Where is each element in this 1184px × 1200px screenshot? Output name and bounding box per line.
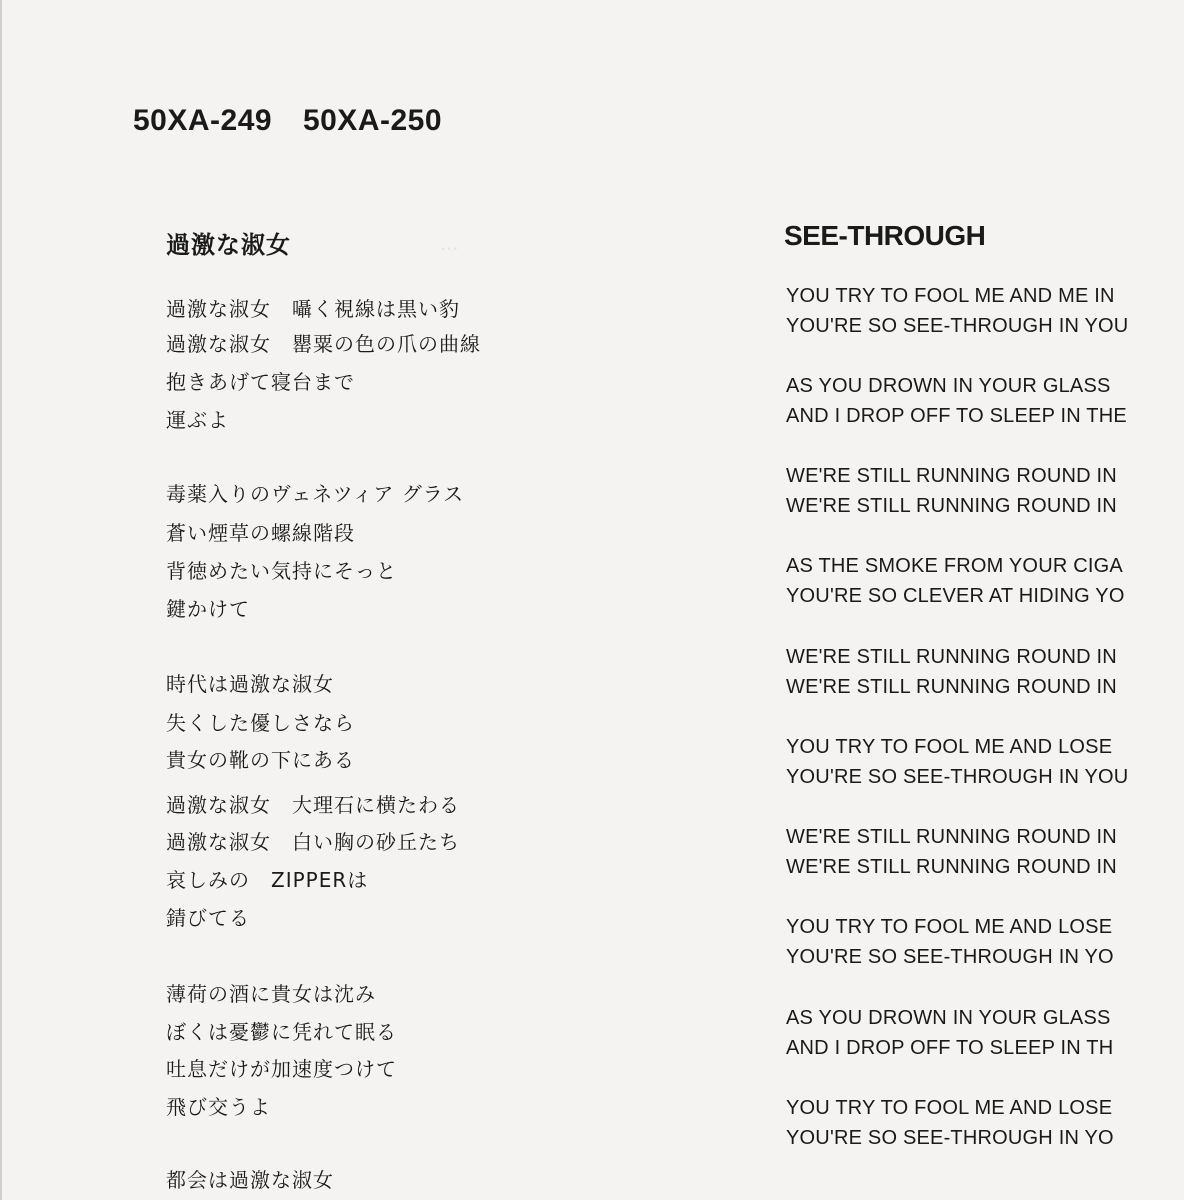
lyric-line: YOU TRY TO FOOL ME AND LOSE: [786, 736, 1113, 758]
lyric-line: 貴女の靴の下にある: [166, 748, 355, 772]
show-through-text: ...: [440, 230, 459, 255]
lyric-line: YOU TRY TO FOOL ME AND ME IN: [786, 285, 1115, 307]
catalog-numbers: [133, 104, 464, 138]
lyric-line: 過激な淑女 白い胸の砂丘たち: [166, 830, 460, 854]
lyric-line: 毒薬入りのヴェネツィア グラス: [166, 482, 465, 506]
english-lyrics-title: SEE-THROUGH: [784, 220, 986, 251]
lyric-line: 吐息だけが加速度つけて: [166, 1057, 397, 1081]
lyric-line: ぼくは憂鬱に凭れて眠る: [166, 1020, 397, 1044]
lyric-line: WE'RE STILL RUNNING ROUND IN: [786, 856, 1117, 878]
lyric-line: 哀しみの ZIPPERは: [166, 868, 369, 892]
lyric-line: AS YOU DROWN IN YOUR GLASS: [786, 375, 1111, 397]
lyric-line: 背徳めたい気持にそっと: [166, 559, 397, 583]
lyric-line: 鍵かけて: [166, 597, 250, 621]
lyric-line: 過激な淑女 囁く視線は黒い豹: [166, 297, 460, 321]
lyric-line: 蒼い煙草の螺線階段: [166, 521, 355, 545]
lyric-line: YOU'RE SO SEE-THROUGH IN YO: [786, 1127, 1114, 1149]
japanese-lyrics-title: 過激な淑女: [166, 231, 291, 259]
left-edge: [0, 0, 2, 1200]
lyric-line: 薄荷の酒に貴女は沈み: [166, 982, 376, 1006]
catalog-number: 50XA-250: [302, 104, 443, 137]
lyric-line: WE'RE STILL RUNNING ROUND IN: [786, 826, 1117, 848]
lyric-line: YOU'RE SO CLEVER AT HIDING YO: [786, 585, 1125, 607]
lyric-line: WE'RE STILL RUNNING ROUND IN: [786, 676, 1117, 698]
lyric-line: AS YOU DROWN IN YOUR GLASS: [786, 1007, 1111, 1029]
lyric-line: YOU TRY TO FOOL ME AND LOSE: [786, 1097, 1113, 1119]
lyric-line: AND I DROP OFF TO SLEEP IN THE: [786, 405, 1127, 427]
lyric-line: 運ぶよ: [166, 408, 229, 432]
lyric-line: YOU TRY TO FOOL ME AND LOSE: [786, 916, 1113, 938]
lyric-line: WE'RE STILL RUNNING ROUND IN: [786, 646, 1117, 668]
lyric-line: 過激な淑女 大理石に横たわる: [166, 793, 460, 817]
lyric-line: 錆びてる: [166, 906, 250, 930]
lyric-line: WE'RE STILL RUNNING ROUND IN: [786, 465, 1117, 487]
catalog-number: 50XA-249: [133, 104, 273, 137]
lyric-line: WE'RE STILL RUNNING ROUND IN: [786, 495, 1117, 517]
lyric-line: 時代は過激な淑女: [166, 672, 334, 696]
lyric-line: 飛び交うよ: [166, 1095, 271, 1119]
lyric-line: AND I DROP OFF TO SLEEP IN TH: [786, 1037, 1114, 1059]
lyric-line: YOU'RE SO SEE-THROUGH IN YOU: [786, 766, 1129, 788]
lyric-line: AS THE SMOKE FROM YOUR CIGA: [786, 555, 1123, 577]
lyric-line: YOU'RE SO SEE-THROUGH IN YO: [786, 946, 1114, 968]
lyric-line: 都会は過激な淑女: [166, 1168, 334, 1192]
lyric-line: 過激な淑女 罌粟の色の爪の曲線: [166, 332, 481, 356]
lyric-line: 失くした優しさなら: [166, 711, 355, 735]
lyric-line: YOU'RE SO SEE-THROUGH IN YOU: [786, 315, 1129, 337]
lyric-line: 抱きあげて寝台まで: [166, 370, 355, 394]
